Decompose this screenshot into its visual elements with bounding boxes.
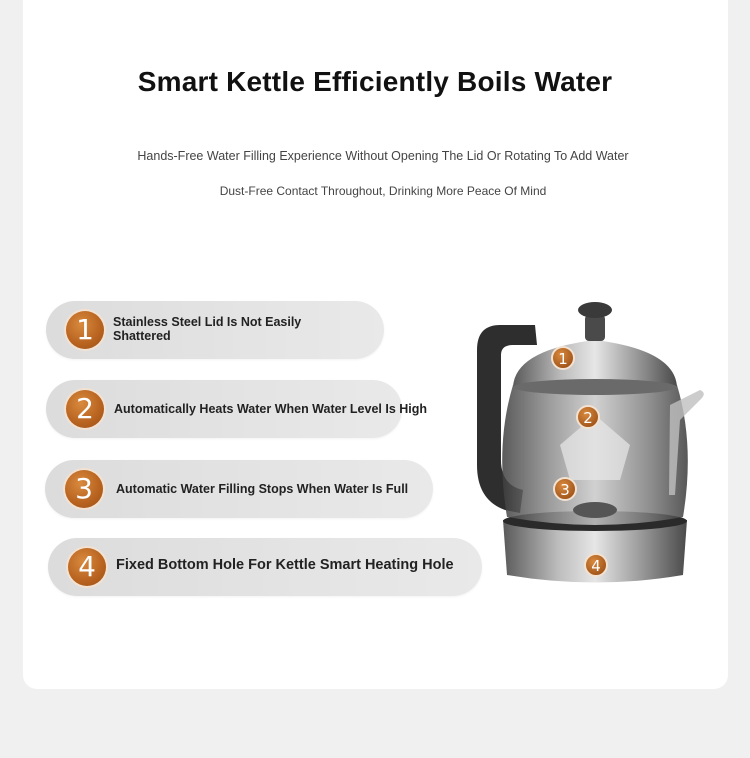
subtitle-1: Hands-Free Water Filling Experience Without Opening The Lid Or Rotating To Add Water: [137, 149, 629, 163]
feature-label-1-line1: Stainless Steel Lid Is Not Easily: [113, 315, 302, 329]
svg-text:2: 2: [583, 409, 593, 427]
subtitle-2: Dust-Free Contact Throughout, Drinking More Peace Of Mind: [219, 184, 547, 198]
svg-text:4: 4: [591, 557, 601, 575]
svg-text:1: 1: [558, 350, 568, 368]
page-title: Smart Kettle Efficiently Boils Water: [137, 66, 613, 97]
feature-label-4: Fixed Bottom Hole For Kettle Smart Heating Hole: [116, 557, 454, 573]
feature-label-3: Automatic Water Filling Stops When Water Is Full: [116, 482, 409, 496]
kettle-illustration: [465, 295, 715, 595]
kettle-marker-1: [552, 347, 574, 369]
feature-number-1: 1: [66, 311, 104, 349]
kettle-marker-4: [585, 554, 607, 576]
kettle-marker-3: [554, 478, 576, 500]
feature-label-2: Automatically Heats Water When Water Level Is High: [114, 402, 428, 416]
feature-number-3: 3: [65, 470, 103, 508]
feature-number-2: 2: [66, 390, 104, 428]
feature-number-4: 4: [68, 548, 106, 586]
feature-label-1-line2: Shattered: [113, 329, 171, 343]
svg-text:3: 3: [560, 481, 570, 499]
kettle-marker-2: [577, 406, 599, 428]
feature-label-1: [113, 315, 301, 343]
